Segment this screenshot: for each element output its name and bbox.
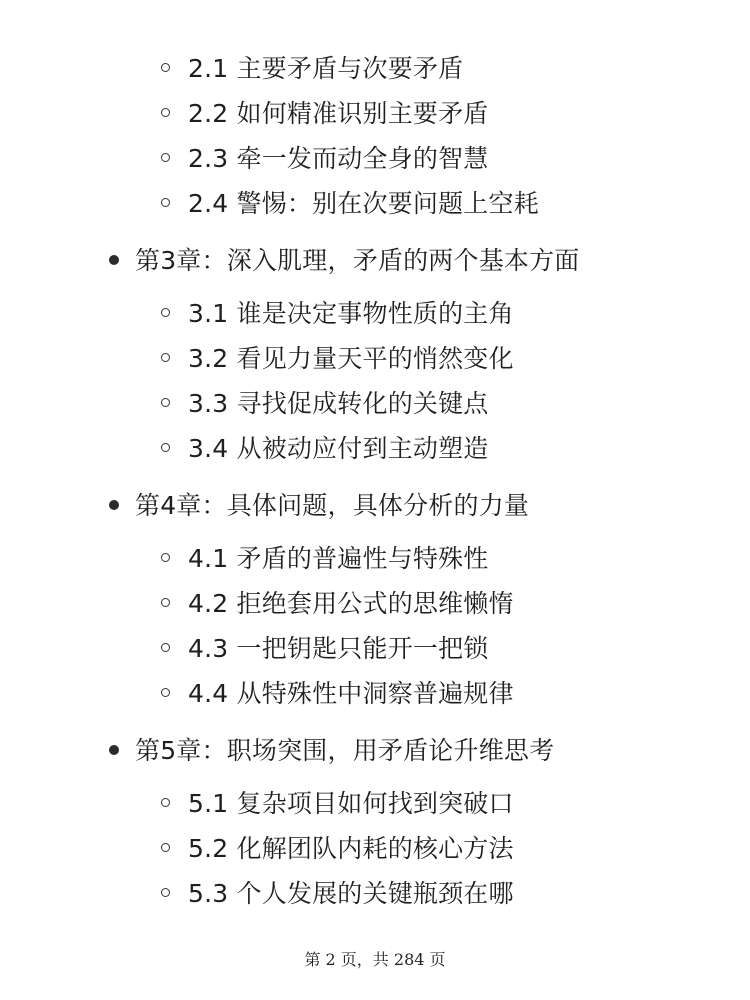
toc-item-label: 3.4 从被动应付到主动塑造 [188, 434, 489, 463]
toc-item-4-3[interactable] [0, 626, 750, 671]
toc-item-label: 2.4 警惕：别在次要问题上空耗 [188, 189, 539, 218]
toc-item-5-2[interactable] [0, 826, 750, 871]
toc-item-3-2[interactable] [0, 336, 750, 381]
hollow-bullet-icon [161, 598, 170, 607]
toc-item-label: 5.1 复杂项目如何找到突破口 [188, 789, 514, 818]
toc-chapter-3[interactable] [0, 238, 750, 283]
hollow-bullet-icon [161, 308, 170, 317]
toc-item-label: 2.1 主要矛盾与次要矛盾 [188, 54, 464, 83]
toc-item-4-1[interactable] [0, 536, 750, 581]
toc-item-label: 4.1 矛盾的普遍性与特殊性 [188, 544, 489, 573]
filled-bullet-icon [109, 500, 119, 510]
toc-item-5-3[interactable] [0, 871, 750, 916]
toc-item-label: 5.3 个人发展的关键瓶颈在哪 [188, 879, 514, 908]
spacer [0, 773, 750, 781]
spacer [0, 471, 750, 483]
toc-item-2-3[interactable] [0, 136, 750, 181]
toc-item-label: 3.1 谁是决定事物性质的主角 [188, 299, 514, 328]
hollow-bullet-icon [161, 553, 170, 562]
spacer [0, 528, 750, 536]
toc-item-label: 2.3 牵一发而动全身的智慧 [188, 144, 489, 173]
hollow-bullet-icon [161, 153, 170, 162]
toc-item-2-4[interactable] [0, 181, 750, 226]
toc-chapter-4[interactable] [0, 483, 750, 528]
hollow-bullet-icon [161, 108, 170, 117]
toc-chapter-label: 第3章：深入肌理，矛盾的两个基本方面 [135, 246, 580, 275]
toc-item-label: 5.2 化解团队内耗的核心方法 [188, 834, 514, 863]
toc-item-label: 4.2 拒绝套用公式的思维懒惰 [188, 589, 514, 618]
toc-item-3-1[interactable] [0, 291, 750, 336]
toc-item-label: 3.2 看见力量天平的悄然变化 [188, 344, 514, 373]
toc-chapter-label: 第4章：具体问题，具体分析的力量 [135, 491, 530, 520]
hollow-bullet-icon [161, 798, 170, 807]
hollow-bullet-icon [161, 688, 170, 697]
page-number-footer: 第 2 页，共 284 页 [304, 950, 446, 969]
toc-item-4-4[interactable] [0, 671, 750, 716]
toc-chapter-5[interactable] [0, 728, 750, 773]
toc-item-label: 3.3 寻找促成转化的关键点 [188, 389, 489, 418]
toc-item-3-4[interactable] [0, 426, 750, 471]
toc-item-2-1[interactable] [0, 46, 750, 91]
toc-item-4-2[interactable] [0, 581, 750, 626]
toc-item-5-1[interactable] [0, 781, 750, 826]
toc-item-3-3[interactable] [0, 381, 750, 426]
hollow-bullet-icon [161, 888, 170, 897]
toc-item-label: 4.4 从特殊性中洞察普遍规律 [188, 679, 514, 708]
hollow-bullet-icon [161, 443, 170, 452]
toc-item-label: 2.2 如何精准识别主要矛盾 [188, 99, 489, 128]
table-of-contents [0, 46, 750, 916]
hollow-bullet-icon [161, 843, 170, 852]
toc-item-2-2[interactable] [0, 91, 750, 136]
hollow-bullet-icon [161, 63, 170, 72]
hollow-bullet-icon [161, 643, 170, 652]
hollow-bullet-icon [161, 198, 170, 207]
filled-bullet-icon [109, 745, 119, 755]
spacer [0, 283, 750, 291]
toc-chapter-label: 第5章：职场突围，用矛盾论升维思考 [135, 736, 555, 765]
toc-item-label: 4.3 一把钥匙只能开一把锁 [188, 634, 489, 663]
spacer [0, 716, 750, 728]
hollow-bullet-icon [161, 353, 170, 362]
hollow-bullet-icon [161, 398, 170, 407]
spacer [0, 226, 750, 238]
filled-bullet-icon [109, 255, 119, 265]
